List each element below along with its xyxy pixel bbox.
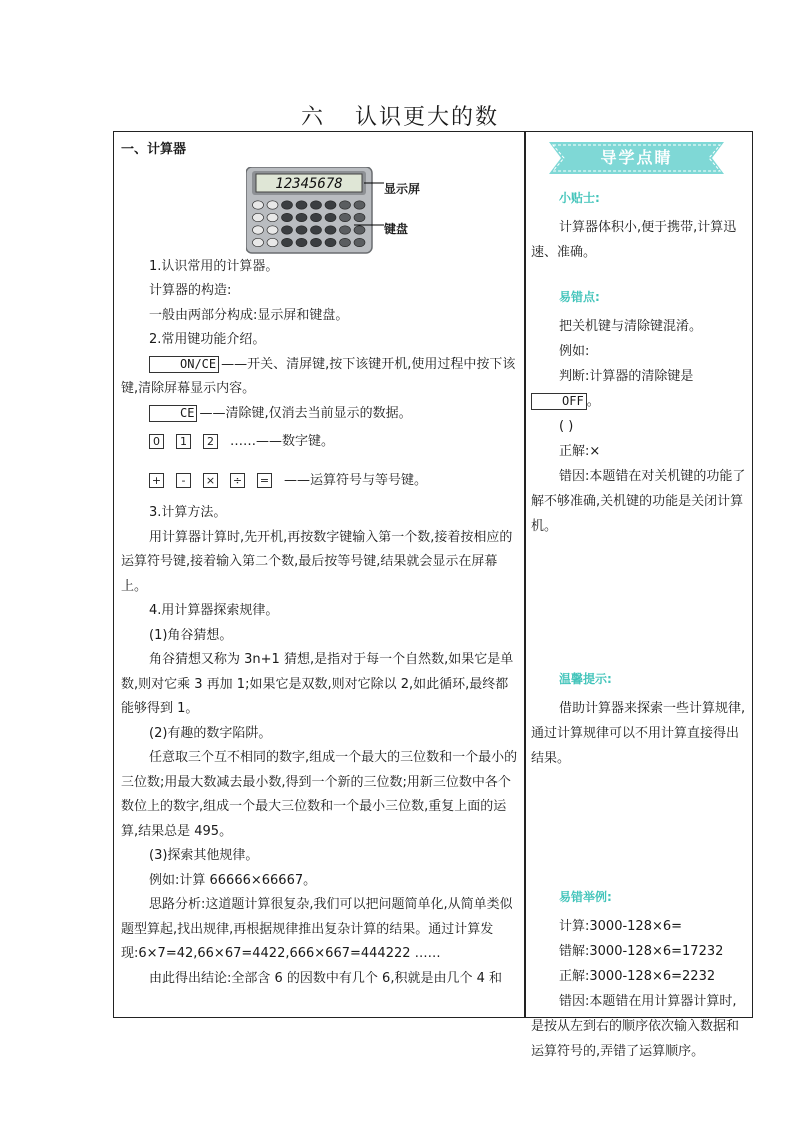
calculator-key: [311, 200, 322, 208]
calculator-key: [282, 213, 293, 221]
calculator-key: [311, 238, 322, 246]
display-callout: 显示屏: [384, 181, 421, 196]
calculator-key: [311, 225, 322, 233]
times-key: ×: [203, 473, 218, 488]
calculator-key: [296, 213, 307, 221]
keyboard-callout: 键盘: [384, 221, 409, 236]
calculator-figure: [121, 167, 519, 255]
method-text: 用计算器计算时,先开机,再按数字键输入第一个数,接着按相应的运算符号键,接着输入第二个数,最后按等号键,结果就会显示在屏幕上。: [121, 529, 513, 594]
error-example-reason: 错因:本题错在用计算器计算时,是按从左到右的顺序依次输入数据和运算符号的,弄错了运算顺序。: [531, 994, 740, 1059]
minus-key: -: [176, 473, 191, 488]
calculator-key: [296, 238, 307, 246]
point-4: 4.用计算器探索规律。: [149, 603, 279, 618]
calculator-key: [253, 200, 264, 208]
point-2: 2.常用键功能介绍。: [149, 332, 266, 347]
plus-key: +: [149, 473, 164, 488]
calculator-key: [325, 200, 336, 208]
judge-end: 。: [586, 394, 600, 409]
error-example-wrong: 错解:3000-128×6=17232: [559, 944, 724, 959]
chapter-number: 六: [300, 105, 325, 130]
mistake-judge: [531, 364, 749, 414]
trap-text: 任意取三个互不相同的数字,组成一个最大的三位数和一个最小的三位数;用最大数减去最小数,得到一个新的三位数;用新三位数中各个数位上的数字,组成一个最大三位数和一个最小三位数,重复上面的运算,结果总是 495。: [121, 750, 518, 839]
conclusion-text: 由此得出结论:全部含 6 的因数中有几个 6,积就是由几个 4 和: [149, 970, 502, 986]
calculator-key: [354, 225, 365, 233]
answer-blank: ( ): [559, 419, 574, 434]
calculator-key: [253, 238, 264, 246]
banner-title: 导学点睛: [600, 148, 673, 167]
column-divider: [524, 131, 526, 1018]
guide-banner: [549, 142, 724, 174]
correct-answer: 正解:×: [559, 444, 601, 459]
analysis-text: 思路分析:这道题计算很复杂,我们可以把问题简单化,从简单类似题型算起,找出规律,再根据规律推出复杂计算的结果。通过计算发现:6×7=42,66×67=4422,666×667=444222 ……: [121, 897, 513, 961]
collatz-text: 角谷猜想又称为 3n+1 猜想,是指对于每一个自然数,如果它是单数,则对它乘 3 再加 1;如果它是双数,则对它除以 2,如此循环,最终都能够得到 1。: [121, 652, 514, 716]
ce-text: ——清除键,仅消去当前显示的数据。: [199, 405, 412, 421]
structure-label: 计算器的构造:: [149, 283, 232, 298]
example-text: 例如:计算 66666×66667。: [149, 872, 317, 888]
calculator-key: [253, 225, 264, 233]
mistake-heading: 易错点:: [559, 290, 600, 304]
error-reason: 错因:本题错在对关机键的功能了解不够准确,关机键的功能是关闭计算机。: [531, 469, 746, 534]
point-3: 3.计算方法。: [149, 505, 227, 520]
calculator-key: [325, 225, 336, 233]
error-example-right: 正解:3000-128×6=2232: [559, 969, 716, 984]
sub-3-heading: (3)探索其他规律。: [149, 848, 259, 863]
off-key: OFF: [531, 393, 587, 410]
calculator-key: [354, 200, 365, 208]
calculator-key: [267, 200, 278, 208]
calculator-key: [267, 213, 278, 221]
digit-key: 0: [149, 434, 164, 449]
equals-key: =: [257, 473, 272, 488]
mistake-example-label: 例如:: [559, 344, 590, 359]
mistake-line: 把关机键与清除键混淆。: [559, 319, 703, 334]
calculator-image: [246, 167, 506, 255]
structure-text: 一般由两部分构成:显示屏和键盘。: [149, 307, 349, 323]
tip-heading: 小贴士:: [559, 191, 600, 205]
on-ce-key: ON/CE: [149, 356, 219, 373]
calculator-key: [340, 200, 351, 208]
on-ce-desc: [121, 353, 519, 402]
point-1: 1.认识常用的计算器。: [149, 258, 279, 274]
calculator-key: [354, 238, 365, 246]
ce-desc: [121, 402, 519, 427]
divide-key: ÷: [230, 473, 245, 488]
judge-text: 判断:计算器的清除键是: [559, 369, 694, 384]
reminder-heading: 温馨提示:: [559, 672, 612, 686]
on-ce-text: ——开关、清屏键,按下该键开机,使用过程中按下该键,清除屏幕显示内容。: [121, 356, 516, 396]
calculator-key: [325, 213, 336, 221]
error-example-calc: 计算:3000-128×6=: [559, 919, 683, 934]
reminder-text: 借助计算器来探索一些计算规律,通过计算规律可以不用计算直接得出结果。: [531, 701, 746, 766]
calculator-key: [325, 238, 336, 246]
error-example-heading: 易错举例:: [559, 890, 612, 904]
calculator-key: [340, 238, 351, 246]
digit-keys-text: ……——数字键。: [230, 434, 335, 449]
main-column: [121, 138, 519, 991]
calculator-display-text: 12345678: [275, 175, 343, 192]
sub-1-heading: (1)角谷猜想。: [149, 627, 233, 643]
digit-keys-desc: [121, 430, 519, 455]
chapter-title: 认识更大的数: [355, 105, 500, 130]
calculator-key: [311, 213, 322, 221]
section-heading: 一、计算器: [121, 142, 187, 157]
sub-2-heading: (2)有趣的数字陷阱。: [149, 725, 272, 741]
calculator-key: [296, 200, 307, 208]
page-title: [0, 100, 800, 131]
calculator-key: [340, 213, 351, 221]
calculator-key: [282, 238, 293, 246]
calculator-key: [354, 213, 365, 221]
digit-key: 1: [176, 434, 191, 449]
calculator-key: [282, 225, 293, 233]
calculator-key: [267, 225, 278, 233]
tip-text: 计算器体积小,便于携带,计算迅速、准确。: [531, 220, 737, 260]
operator-keys-desc: [121, 469, 519, 494]
side-column: [531, 138, 749, 1064]
operator-keys-text: ——运算符号与等号键。: [284, 472, 428, 488]
calculator-key: [267, 238, 278, 246]
calculator-key: [282, 200, 293, 208]
ce-key: CE: [149, 405, 197, 422]
calculator-key: [296, 225, 307, 233]
digit-key: 2: [203, 434, 218, 449]
calculator-key: [340, 225, 351, 233]
calculator-key: [253, 213, 264, 221]
